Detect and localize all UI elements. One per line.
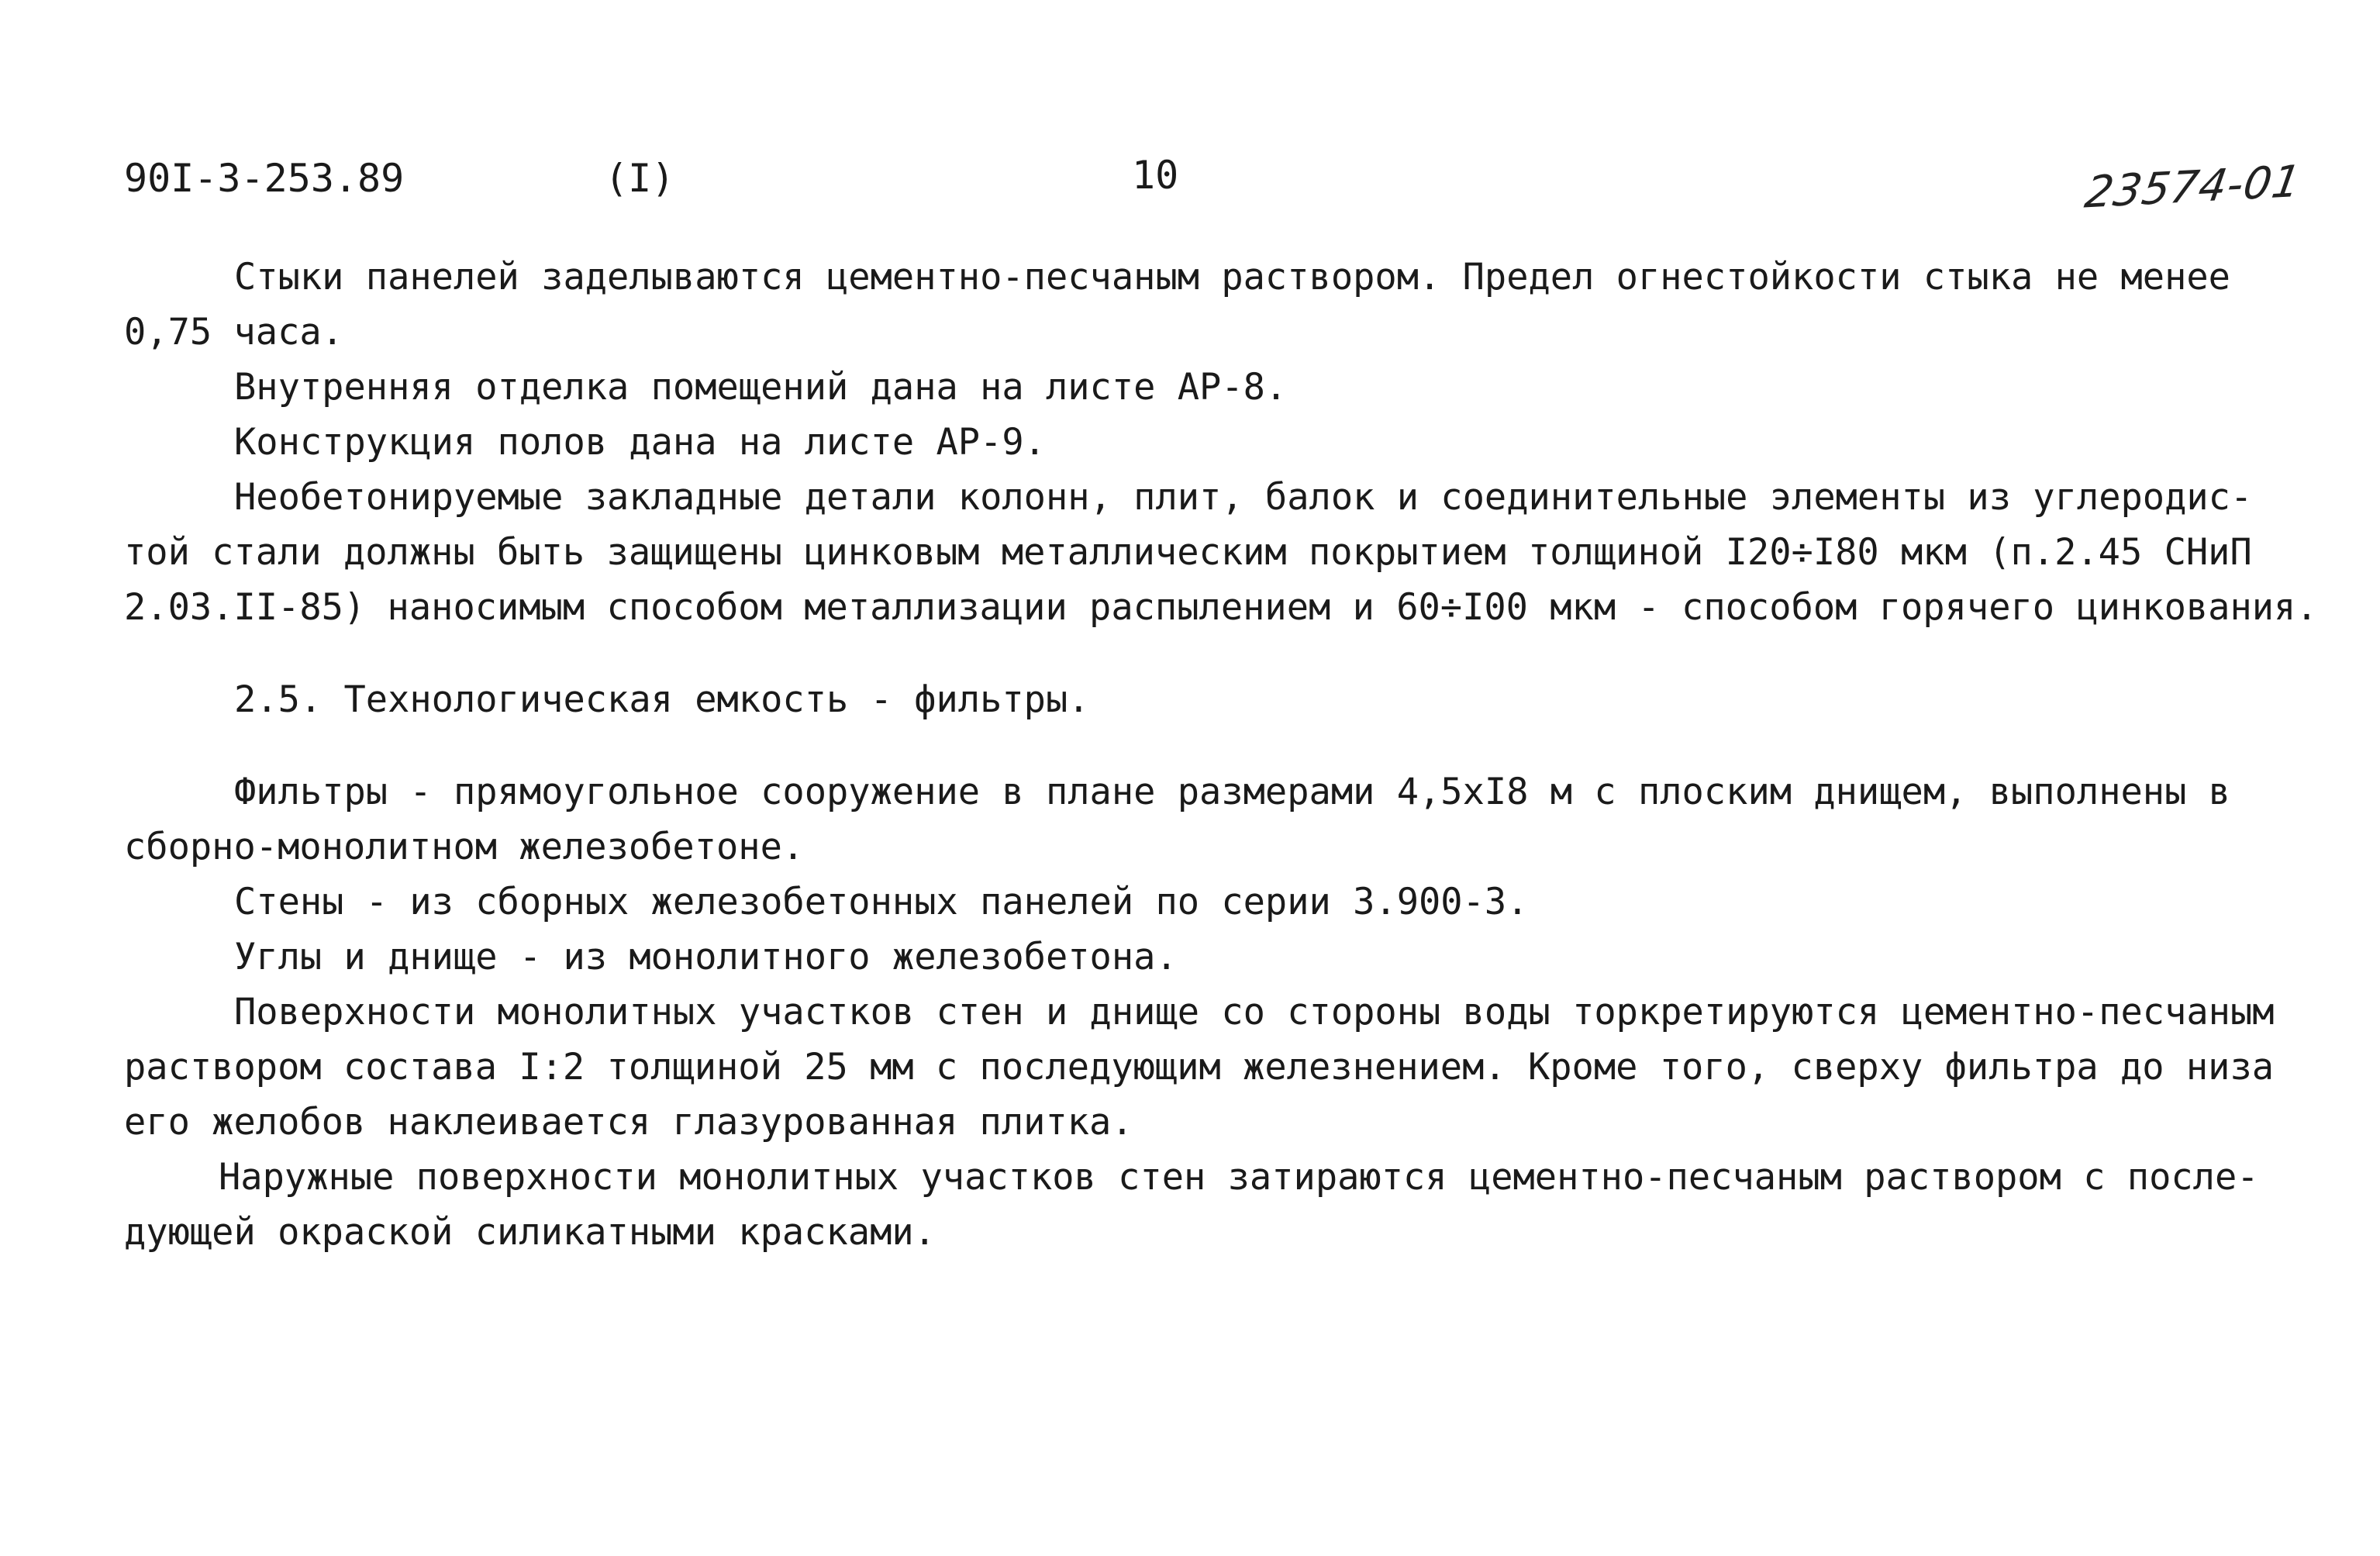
document-body bbox=[124, 250, 2333, 1260]
section-heading: 2.5. Технологическая емкость - фильтры. bbox=[234, 678, 1090, 721]
paragraph-gap bbox=[124, 727, 2333, 764]
part-number: (I) bbox=[605, 156, 675, 201]
text-line: Фильтры - прямоугольное сооружение в плане размерами 4,5xI8 м с плоским днищем, выполнены в bbox=[234, 771, 2230, 813]
text-line: Поверхности монолитных участков стен и днище со стороны воды торкретируются цементно-песчаным bbox=[234, 991, 2275, 1033]
text-line: дующей окраской силикатными красками. bbox=[124, 1211, 936, 1254]
text-line: 0,75 часа. bbox=[124, 311, 343, 354]
text-line: Углы и днище - из монолитного железобетона. bbox=[234, 936, 1178, 978]
text-line: 2.03.II-85) наносимым способом металлизации распылением и 60÷I00 мкм - способом горячего цинкования. bbox=[124, 586, 2318, 629]
page-number: 10 bbox=[1132, 153, 1179, 198]
text-line: Внутренняя отделка помещений дана на листе АР-8. bbox=[234, 366, 1288, 409]
text-line: сборно-монолитном железобетоне. bbox=[124, 826, 805, 868]
text-line: Необетонируемые закладные детали колонн, плит, балок и соединительные элементы из углеродис- bbox=[234, 476, 2253, 519]
handwritten-archive-number: 23574-01 bbox=[2082, 156, 2306, 219]
paragraph-gap bbox=[124, 635, 2333, 672]
text-line: раствором состава I:2 толщиной 25 мм с последующим железнением. Кроме того, сверху фильтра до низа bbox=[124, 1046, 2275, 1089]
document-code: 90I-3-253.89 bbox=[124, 156, 405, 201]
text-line: той стали должны быть защищены цинковым металлическим покрытием толщиной I20÷I80 мкм (п.2.45 СНиП bbox=[124, 531, 2252, 574]
text-line: Наружные поверхности монолитных участков стен затираются цементно-песчаным раствором с после- bbox=[219, 1156, 2259, 1199]
text-line: Стены - из сборных железобетонных панелей по серии 3.900-3. bbox=[234, 881, 1529, 923]
text-line: Конструкция полов дана на листе АР-9. bbox=[234, 421, 1046, 464]
text-line: его желобов наклеивается глазурованная плитка. bbox=[124, 1101, 1133, 1144]
text-line: Стыки панелей заделываются цементно-песчаным раствором. Предел огнестойкости стыка не менее bbox=[234, 256, 2230, 298]
